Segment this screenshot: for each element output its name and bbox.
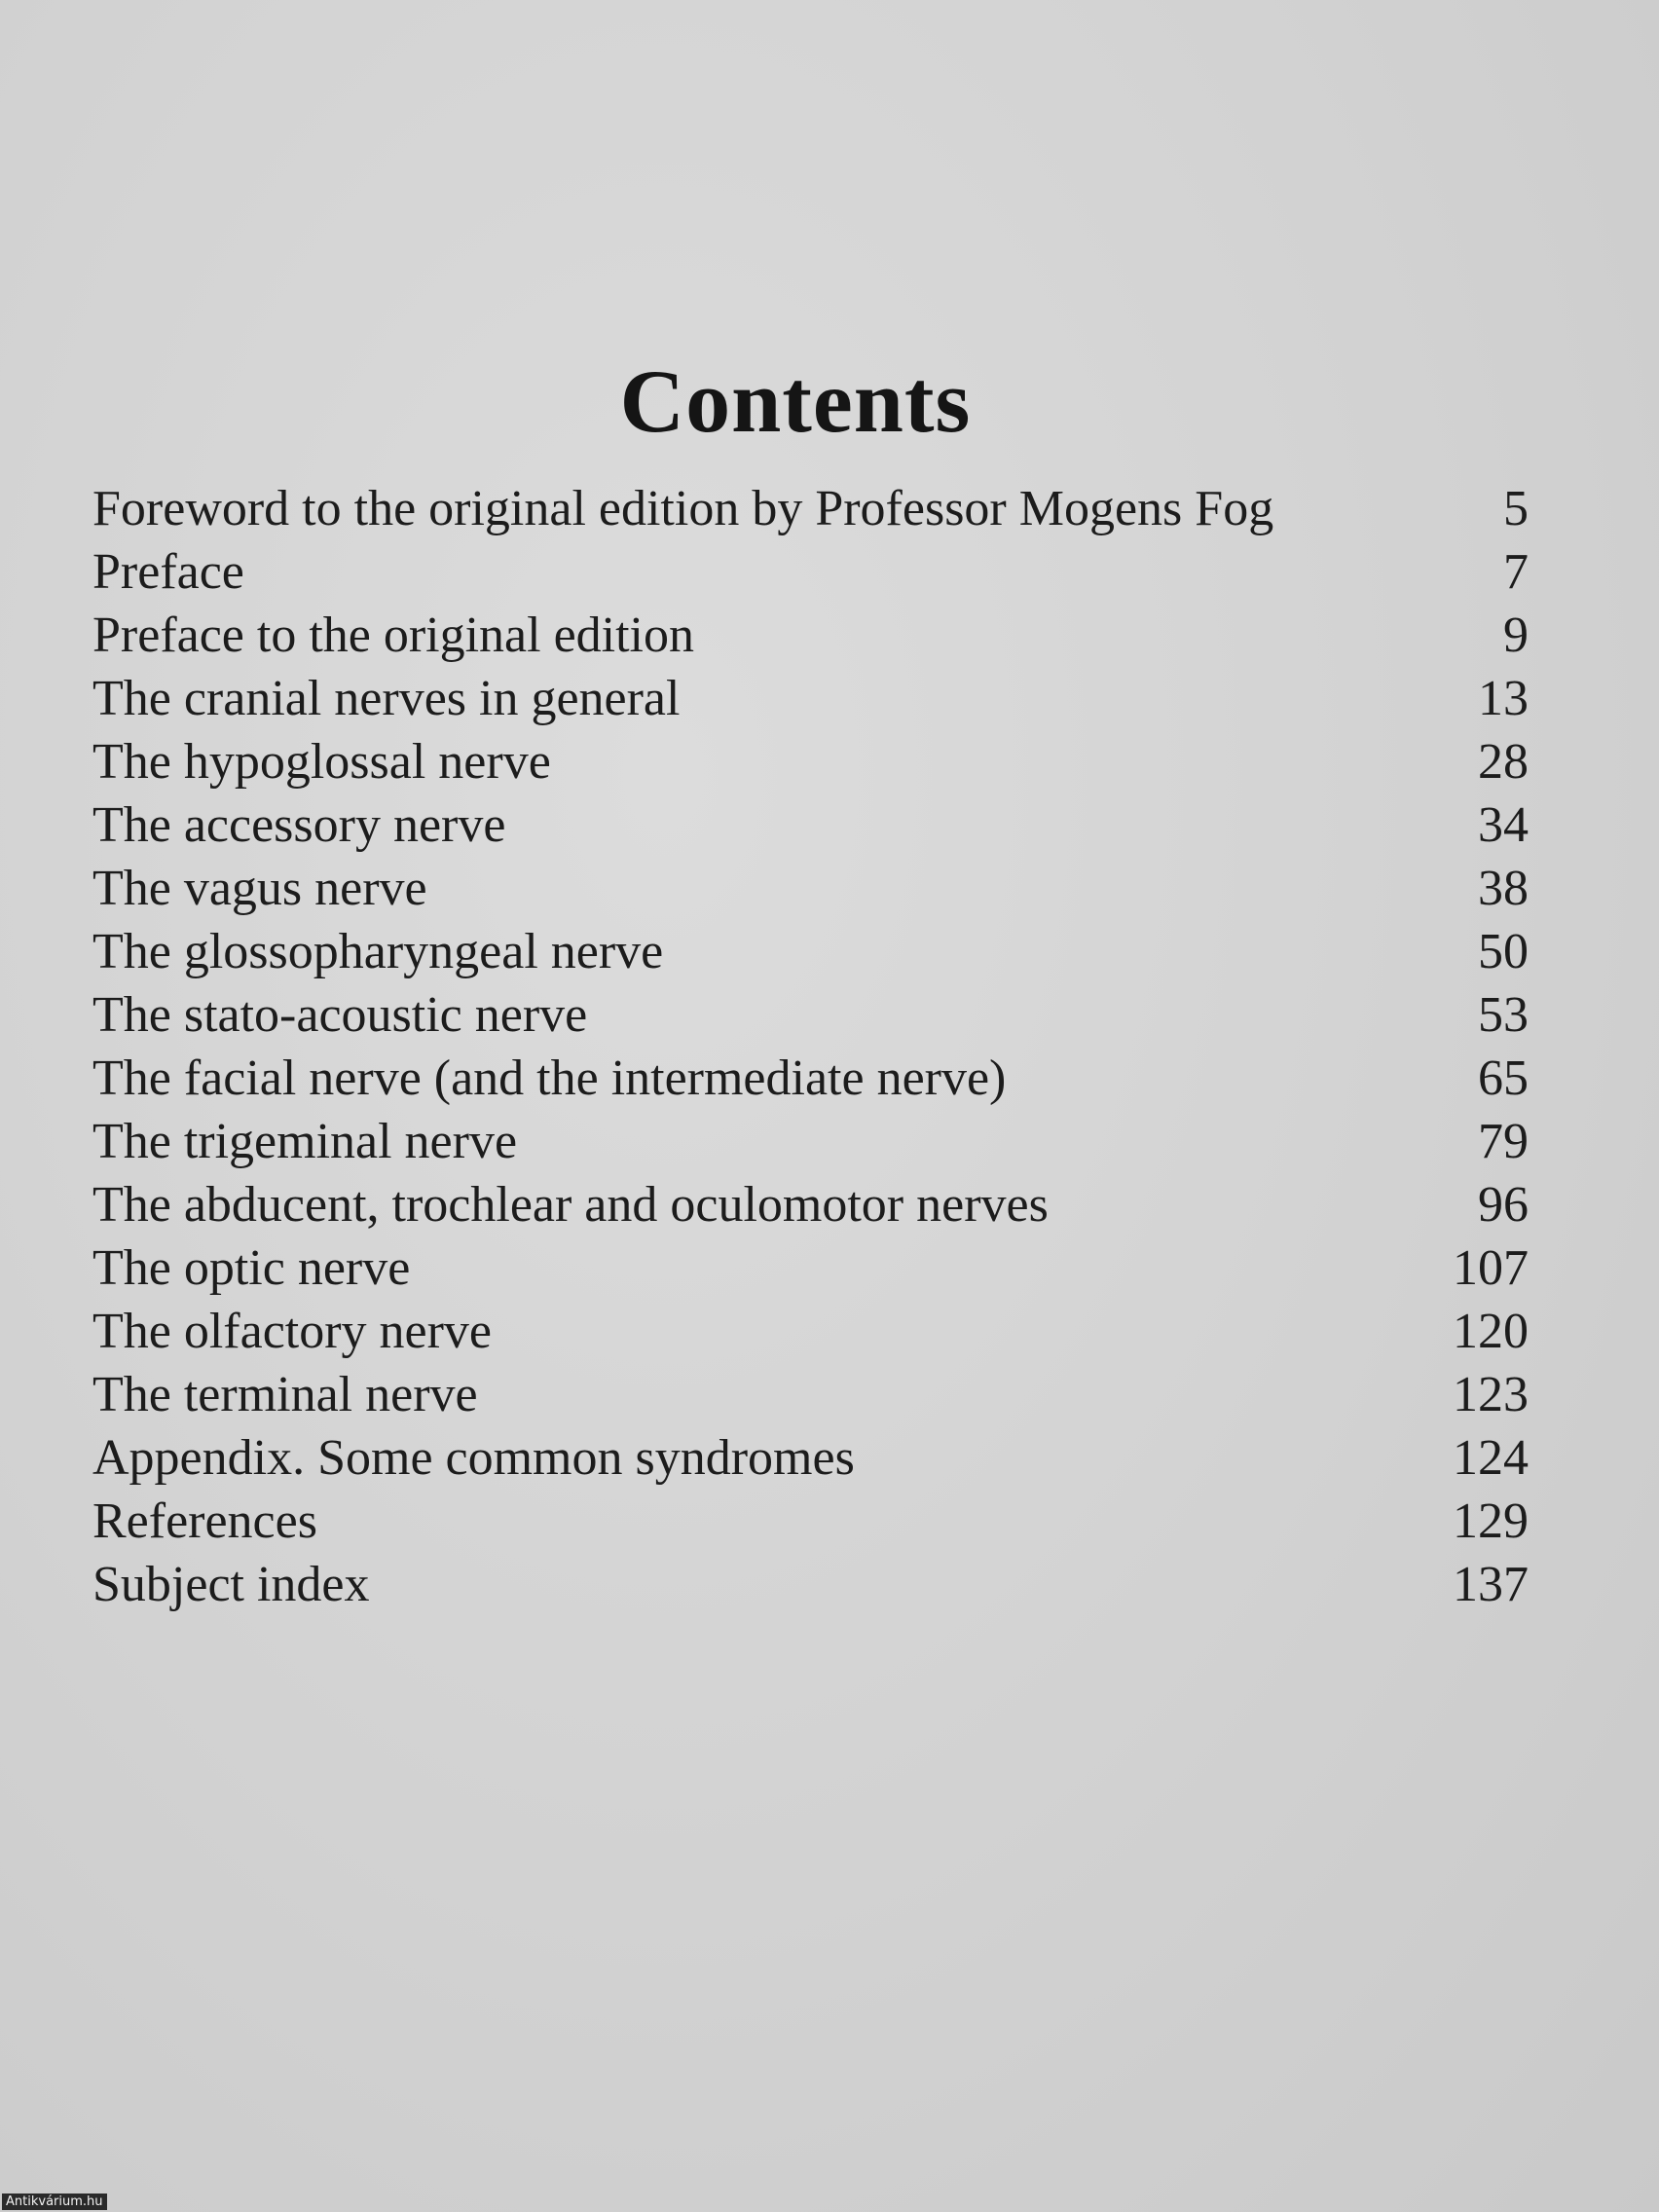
toc-entry-page: 9 (1503, 608, 1529, 663)
toc-entry-title: Appendix. Some common syndromes (92, 1430, 855, 1486)
toc-entry-page: 124 (1453, 1430, 1529, 1486)
toc-entry-page: 123 (1453, 1367, 1529, 1422)
toc-entry-title: The trigeminal nerve (92, 1114, 518, 1169)
toc-entry-title: The accessory nerve (92, 797, 506, 853)
toc-entry-page: 7 (1503, 544, 1529, 600)
toc-entry (92, 857, 1529, 920)
toc-entry-page: 13 (1478, 671, 1529, 726)
toc-entry (92, 1363, 1529, 1426)
toc-entry-page: 129 (1453, 1493, 1529, 1549)
watermark: Antikvárium.hu (2, 2194, 107, 2210)
toc-entry-title: Subject index (92, 1557, 370, 1612)
toc-entry-title: The hypoglossal nerve (92, 734, 551, 790)
toc-entry (92, 1300, 1529, 1363)
toc-entry-page: 107 (1453, 1240, 1529, 1296)
toc-entry-page: 38 (1478, 861, 1529, 916)
toc-entry-title: The abducent, trochlear and oculomotor nerves (92, 1177, 1049, 1233)
toc-entry-title: Foreword to the original edition by Professor Mogens Fog (92, 481, 1274, 536)
toc-entry-title: The facial nerve (and the intermediate nerve) (92, 1051, 1007, 1106)
page-title: Contents (619, 350, 972, 451)
toc-entry-title: Preface to the original edition (92, 608, 695, 663)
table-of-contents (92, 477, 1529, 1616)
toc-entry-page: 53 (1478, 987, 1529, 1043)
toc-entry (92, 1173, 1529, 1236)
toc-entry-page: 79 (1478, 1114, 1529, 1169)
toc-entry (92, 1490, 1529, 1553)
toc-entry (92, 1110, 1529, 1173)
toc-entry-page: 50 (1478, 924, 1529, 979)
toc-entry (92, 604, 1529, 667)
toc-entry (92, 540, 1529, 604)
toc-entry-title: The olfactory nerve (92, 1304, 493, 1359)
toc-entry (92, 793, 1529, 857)
toc-entry-page: 34 (1478, 797, 1529, 853)
toc-entry (92, 1047, 1529, 1110)
toc-entry-page: 96 (1478, 1177, 1529, 1233)
toc-entry (92, 920, 1529, 983)
toc-entry-title: The optic nerve (92, 1240, 411, 1296)
toc-entry-page: 65 (1478, 1051, 1529, 1106)
toc-entry (92, 730, 1529, 793)
toc-entry-title: The terminal nerve (92, 1367, 478, 1422)
toc-entry-title: References (92, 1493, 317, 1549)
toc-entry-page: 137 (1453, 1557, 1529, 1612)
toc-entry (92, 667, 1529, 730)
toc-entry-page: 5 (1503, 481, 1529, 536)
toc-entry-title: The glossopharyngeal nerve (92, 924, 664, 979)
toc-entry-title: The vagus nerve (92, 861, 427, 916)
toc-entry (92, 1426, 1529, 1490)
toc-entry-title: The stato-acoustic nerve (92, 987, 588, 1043)
toc-entry-title: The cranial nerves in general (92, 671, 681, 726)
toc-entry (92, 1553, 1529, 1616)
toc-entry (92, 477, 1529, 540)
toc-entry-page: 28 (1478, 734, 1529, 790)
toc-entry-title: Preface (92, 544, 244, 600)
toc-entry (92, 983, 1529, 1047)
toc-entry-page: 120 (1453, 1304, 1529, 1359)
toc-entry (92, 1236, 1529, 1300)
